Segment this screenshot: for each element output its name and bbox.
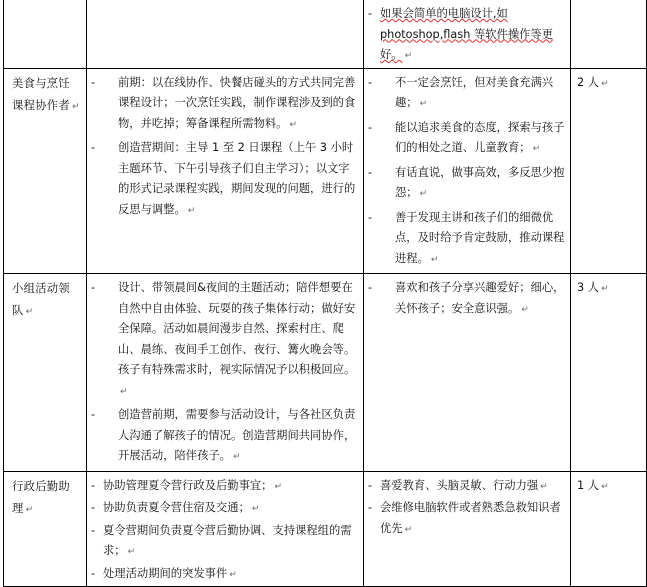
bullet-dash: - [368,75,373,89]
requirement-text: 善于发现主讲和孩子们的细微优点，及时给予肯定鼓励，推动课程进程。 [395,210,565,265]
headcount: 1 人 [577,478,600,492]
list-item [89,476,359,498]
requirements-cell [364,68,571,274]
list-item [89,278,359,402]
headcount: 2 人 [577,75,600,89]
duties-cell [87,68,364,274]
duty-text: 协助负责夏令营住宿及交通； [103,501,250,514]
paragraph-mark-icon: ↵ [540,481,548,492]
paragraph-mark-icon: ↵ [127,547,136,557]
bullet-dash: - [91,408,96,421]
list-item [366,278,566,320]
paragraph-mark-icon: ↵ [430,254,439,265]
count-cell [571,68,647,274]
bullet-dash: - [91,281,96,294]
paragraph-mark-icon: ↵ [251,504,260,514]
list-item [366,4,566,67]
paragraph-mark-icon: ↵ [404,51,413,61]
bullet-dash: - [368,210,373,224]
duty-text: 创造营期间：主导 1 至 2 日课程（上午 3 小时主题环节、下午引导孩子们自主学习）；以文字的形式记录课程实践，期间发现的问题，进行的反思与调整。 [118,141,356,216]
bullet-dash: - [91,478,96,492]
list-item [89,405,359,468]
duty-text: 夏令营期间负责夏令营后勤协调、支持课程组的需求； [103,523,352,557]
role-title: 行政后勤助理 [12,479,70,515]
list-item [89,498,359,520]
role-cell [4,471,87,587]
paragraph-mark-icon: ↵ [289,119,298,130]
duties-cell [87,0,364,68]
list-item [366,163,566,205]
bullet-dash: - [368,120,373,134]
role-title: 美食与烹饪课程协作者 [12,76,70,112]
paragraph-mark-icon: ↵ [187,205,196,216]
headcount: 3 人 [577,281,600,294]
bullet-dash: - [91,501,96,514]
requirements-cell [364,471,571,587]
paragraph-mark-icon: ↵ [419,99,428,109]
requirement-text: 会维修电脑软件或者熟悉急救知识者优先 [380,501,561,535]
requirement-text: 有话直说，做事高效，多反思少抱怨； [395,165,565,199]
requirement-text: 不一定会烹饪，但对美食充满兴趣； [395,75,554,109]
bullet-dash: - [368,165,373,179]
bullet-dash: - [91,566,96,580]
requirement-text: 喜爱教育、头脑灵敏、行动力强 [380,478,539,492]
paragraph-mark-icon: ↵ [25,504,34,515]
paragraph-mark-icon: ↵ [419,189,428,199]
duty-text: 前期：以在线协作、快餐店碰头的方式共同完善课程设计；一次烹饪实践，制作课程涉及到的食物，并吃掉；筹备课程所需物料。 [118,75,356,130]
paragraph-mark-icon: ↵ [25,307,34,317]
paragraph-mark-icon: ↵ [521,304,529,315]
bullet-dash: - [368,7,373,20]
bullet-dash: - [368,501,373,514]
table-row [4,471,647,587]
requirement-text: 喜欢和孩子分享兴趣爱好；细心，关怀孩子；安全意识强。 [395,281,565,315]
role-cell [4,274,87,472]
paragraph-mark-icon: ↵ [601,284,609,294]
recruitment-table [3,0,647,587]
requirement-text: 如果会简单的电脑设计,如 photoshop,flash 等软件操作等更好。 [380,7,554,61]
paragraph-mark-icon: ↵ [601,481,609,492]
paragraph-mark-icon: ↵ [274,481,283,492]
duty-text: 创造营前期，需要参与活动设计，与各社区负责人沟通了解孩子的情况。创造营期间共同协作，开展活动，陪伴孩子。 [118,408,356,462]
list-item [89,564,359,586]
paragraph-mark-icon: ↵ [229,569,237,580]
table-row [4,0,647,68]
bullet-dash: - [368,478,373,492]
table-row [4,68,647,274]
duties-cell [87,274,364,472]
role-title: 小组活动领队 [12,282,70,317]
list-item [366,118,566,160]
requirement-text: 能以追求美食的态度，探索与孩子们的相处之道、儿童教育； [395,120,565,154]
paragraph-mark-icon: ↵ [232,452,241,462]
list-item [366,73,566,115]
list-item [366,208,566,271]
duties-cell [87,471,364,587]
table-row [4,274,647,472]
list-item [366,476,566,498]
bullet-dash: - [368,281,373,294]
list-item [89,73,359,136]
paragraph-mark-icon: ↵ [601,78,609,89]
bullet-dash: - [91,141,96,154]
requirements-cell [364,0,571,68]
bullet-dash: - [91,75,96,89]
role-cell [4,68,87,274]
duty-text: 处理活动期间的突发事件 [103,566,228,580]
count-cell [571,0,647,68]
paragraph-mark-icon: ↵ [72,101,80,112]
list-item [89,521,359,563]
duty-text: 协助管理夏令营行政及后勤事宜； [103,478,273,492]
requirements-cell [364,274,571,472]
count-cell [571,274,647,472]
paragraph-mark-icon: ↵ [120,386,128,397]
list-item [89,138,359,221]
role-cell [4,0,87,68]
count-cell [571,471,647,587]
bullet-dash: - [91,523,96,537]
paragraph-mark-icon: ↵ [404,524,413,535]
list-item [366,498,566,540]
paragraph-mark-icon: ↵ [532,144,541,154]
duty-text: 设计、带领晨间&夜间的主题活动；陪伴想要在自然中自由体验、玩耍的孩子集体行动；做好安全保障。活动如晨间漫步自然、探索村庄、爬山、晨练、夜间手工创作、夜行、篝火晚会等。孩子有特殊需求时，视实际情况予以积极回应。 [118,281,356,376]
